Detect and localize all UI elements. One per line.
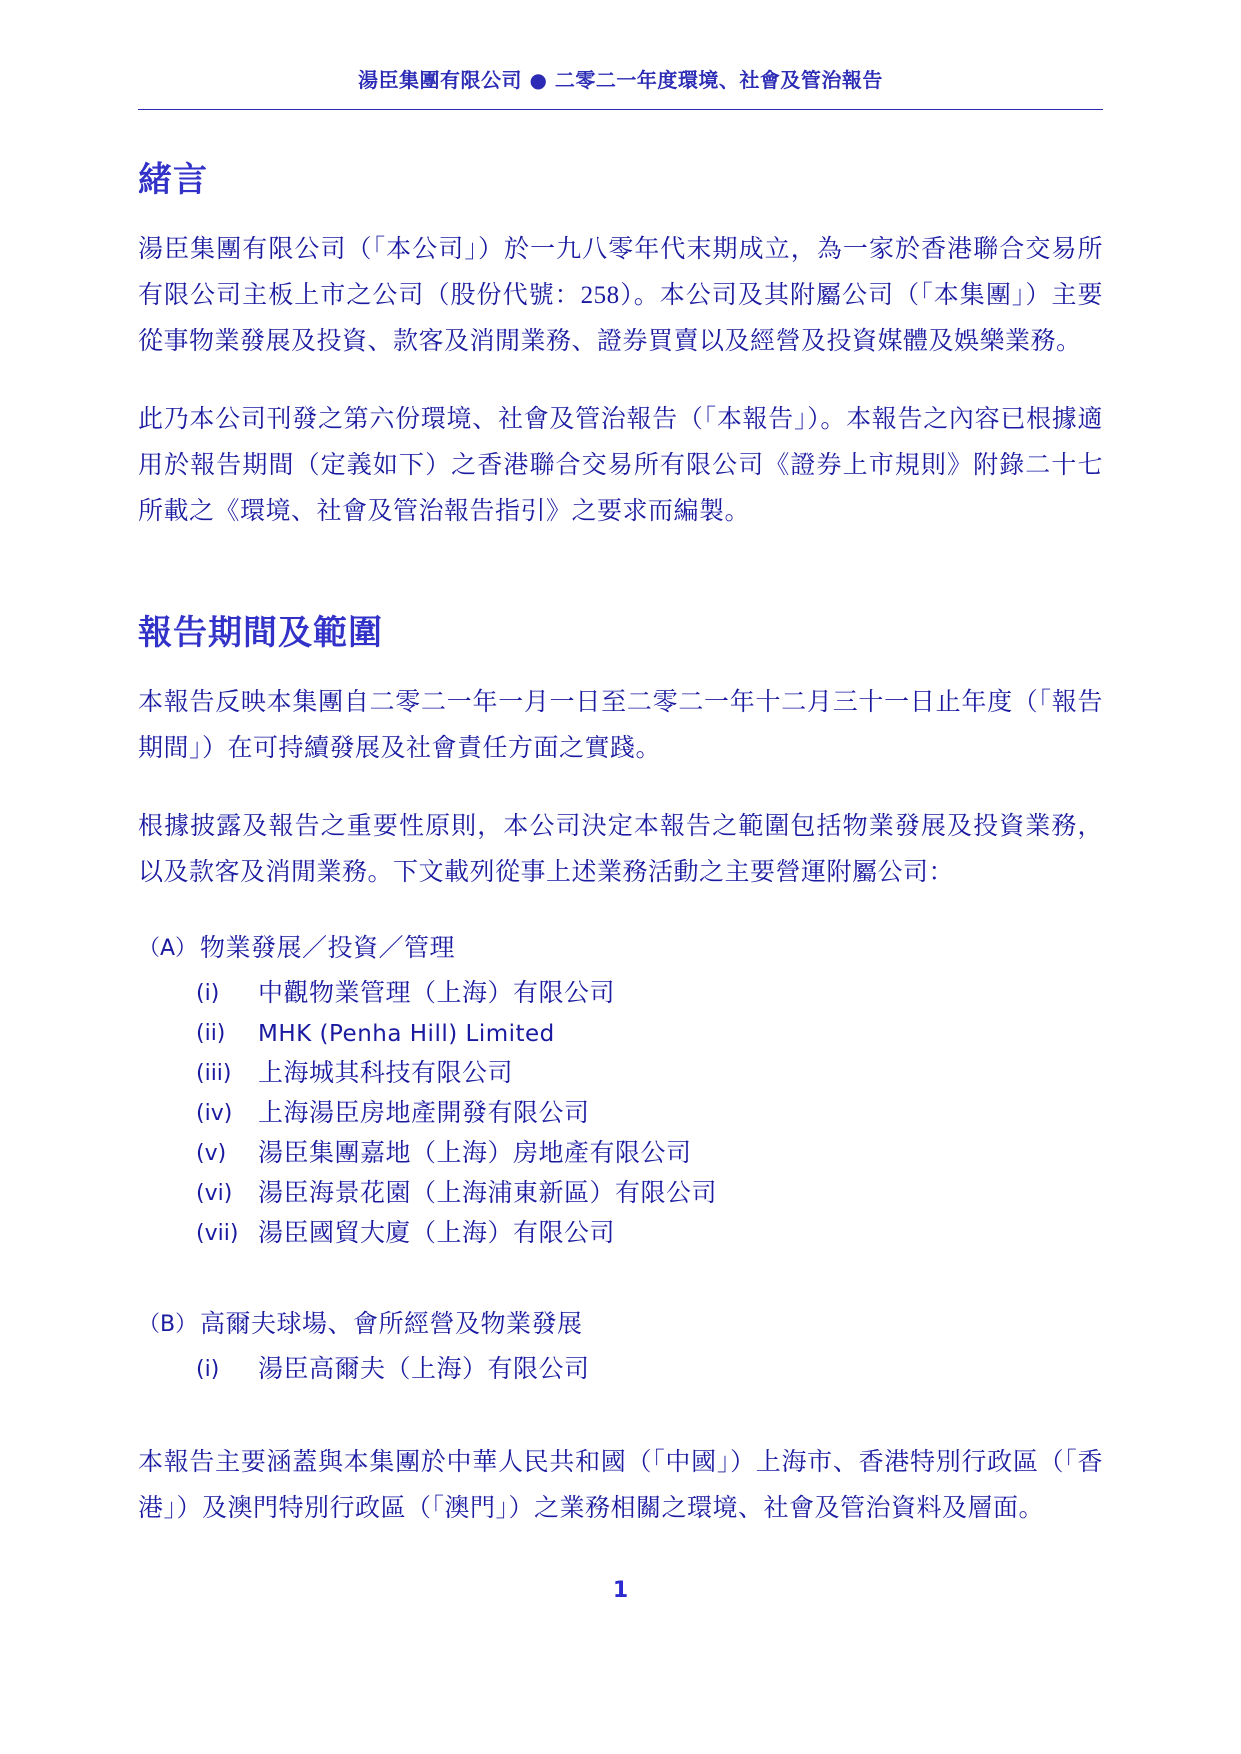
- reporting-period-paragraph-2: 根據披露及報告之重要性原則，本公司決定本報告之範圍包括物業發展及投資業務，以及款客及消閒業務。下文載列從事上述業務活動之主要營運附屬公司：: [138, 813, 1103, 886]
- list-item-label: 湯臣高爾夫（上海）有限公司: [258, 1356, 590, 1383]
- group-label-a: （A）: [138, 936, 198, 961]
- list-marker: (vii): [196, 1221, 239, 1246]
- list-marker: (ii): [196, 1021, 226, 1046]
- section-title-introduction: 緒言: [138, 160, 208, 200]
- list-marker: (i): [196, 981, 220, 1006]
- list-item-label: 上海城其科技有限公司: [258, 1060, 514, 1087]
- list-item-label: 湯臣集團嘉地（上海）房地產有限公司: [258, 1140, 692, 1167]
- header-divider: [138, 109, 1103, 110]
- subsidiary-group-a: [138, 928, 1103, 1254]
- list-marker: (iv): [196, 1101, 233, 1126]
- page-number: 1: [612, 1578, 629, 1603]
- introduction-paragraph-2: 此乃本公司刊發之第六份環境、社會及管治報告（「本報告」）。本報告之內容已根據適用於報告期間（定義如下）之香港聯合交易所有限公司《證券上市規則》附錄二十七所載之《環境、社會及管治報告指引》之要求而編製。: [138, 406, 1103, 525]
- list-item: [138, 974, 1103, 1014]
- page-content: [0, 152, 1241, 1532]
- subsidiary-group-b: [138, 1304, 1103, 1390]
- list-item: [138, 1214, 1103, 1254]
- list-marker: (iii): [196, 1061, 232, 1086]
- group-heading-a: [138, 928, 1103, 970]
- list-marker: (vi): [196, 1181, 233, 1206]
- group-text-b: 高爾夫球場、會所經營及物業發展: [200, 1311, 583, 1338]
- subsidiary-list-b: [138, 1350, 1103, 1390]
- list-marker: (v): [196, 1141, 227, 1166]
- running-header-title: 湯臣集團有限公司 ● 二零二一年度環境、社會及管治報告: [358, 68, 883, 92]
- group-heading-b: [138, 1304, 1103, 1346]
- group-text-a: 物業發展／投資／管理: [200, 935, 456, 962]
- list-spacer: [138, 1280, 1103, 1304]
- closing-spacer: [138, 1416, 1103, 1440]
- list-item-label: 湯臣國貿大廈（上海）有限公司: [258, 1220, 616, 1247]
- list-item-label: 中觀物業管理（上海）有限公司: [258, 980, 616, 1007]
- list-item: [138, 1054, 1103, 1094]
- list-item: [138, 1014, 1103, 1054]
- page-header: [0, 0, 1241, 110]
- list-item: [138, 1094, 1103, 1134]
- list-item: [138, 1134, 1103, 1174]
- reporting-period-paragraph-1: 本報告反映本集團自二零二一年一月一日至二零二一年十二月三十一日止年度（「報告期間」）在可持續發展及社會責任方面之實踐。: [138, 689, 1103, 762]
- group-label-b: （B）: [138, 1312, 198, 1337]
- introduction-paragraph-1: 湯臣集團有限公司（「本公司」）於一九八零年代末期成立，為一家於香港聯合交易所有限公司主板上市之公司（股份代號：258）。本公司及其附屬公司（「本集團」）主要從事物業發展及投資、款客及消閒業務、證券買賣以及經營及投資媒體及娛樂業務。: [138, 236, 1103, 355]
- page-footer: [0, 1578, 1241, 1643]
- list-item: [138, 1350, 1103, 1390]
- list-marker: (i): [196, 1357, 220, 1382]
- list-item-label: 上海湯臣房地產開發有限公司: [258, 1100, 590, 1127]
- list-item: [138, 1174, 1103, 1214]
- section-title-reporting-period-scope: 報告期間及範圍: [138, 613, 383, 653]
- list-item-label: 湯臣海景花園（上海浦東新區）有限公司: [258, 1180, 718, 1207]
- list-item-label: MHK (Penha Hill) Limited: [258, 1021, 555, 1047]
- subsidiary-list-a: [138, 974, 1103, 1254]
- closing-paragraph: 本報告主要涵蓋與本集團於中華人民共和國（「中國」）上海市、香港特別行政區（「香港」）及澳門特別行政區（「澳門」）之業務相關之環境、社會及管治資料及層面。: [138, 1449, 1103, 1522]
